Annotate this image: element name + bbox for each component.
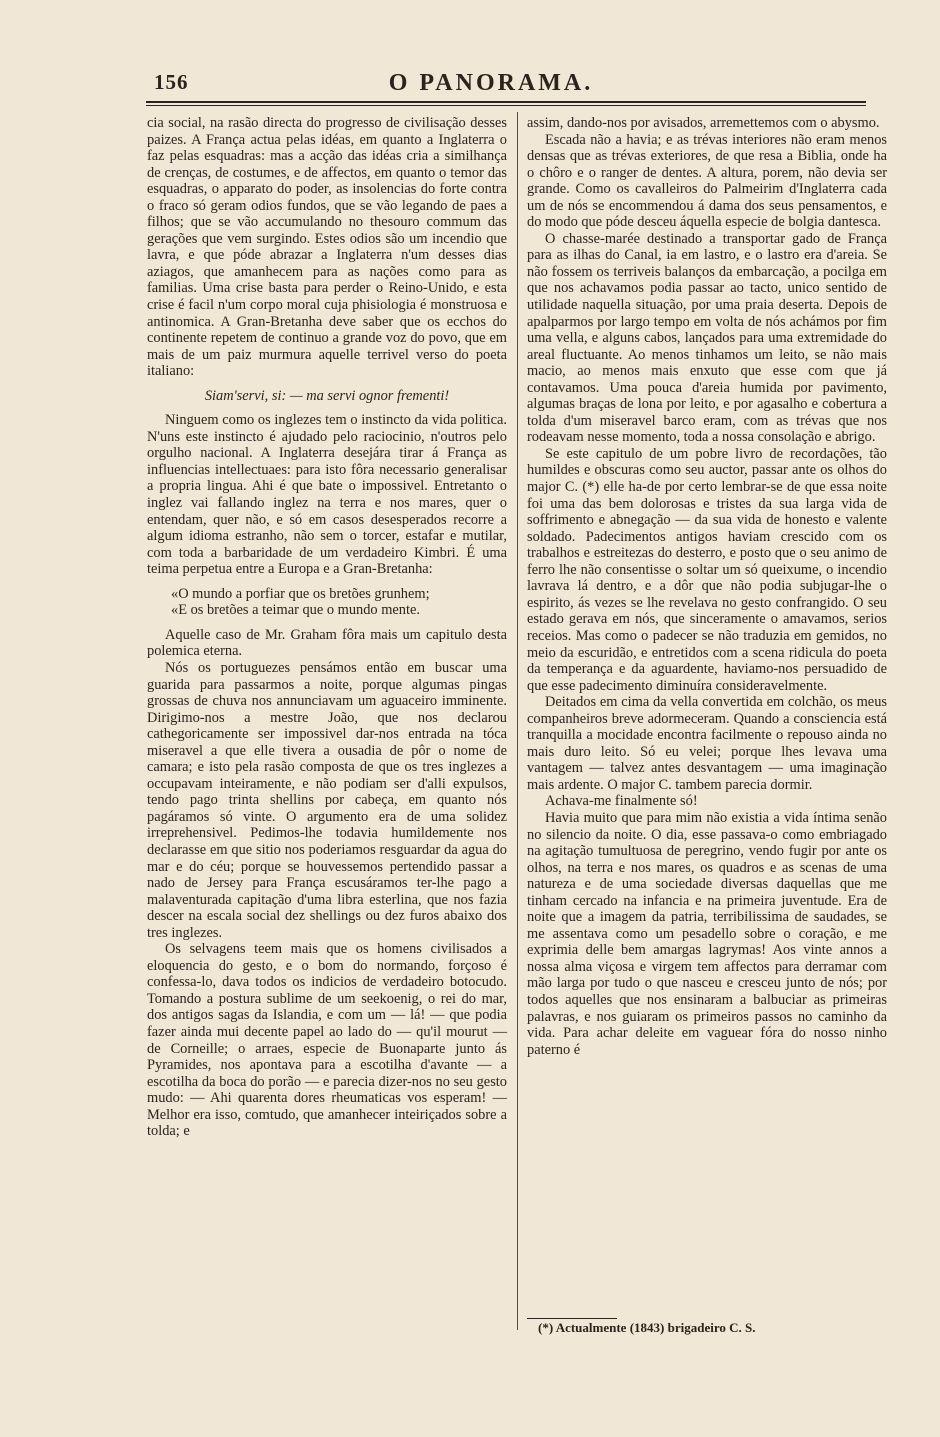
paragraph: Aquelle caso de Mr. Graham fôra mais um capitulo desta polemica eterna. bbox=[147, 626, 507, 660]
footnote-rule bbox=[527, 1318, 617, 1319]
quoted-verse bbox=[171, 586, 507, 619]
paragraph: Havia muito que para mim não existia a vida íntima senão no silencio da noite. O dia, esse passava-o como embriagado na agitação tumultuosa de peregrino, vendo fugir por ante os olhos, na terra e nos mares, os quadros e as scenas de uma natureza e de uma sociedade diversas daquellas que me tinham cercado na infancia e na primeira juventude. Era de noite que a imagem da patria, terribilissima de saudades, se me assentava como um pesadello sobre o coração, e me exprimia delle bem amargas lagrymas! Aos vinte annos a nossa alma viçosa e virgem tem affectos para derramar com mão larga por tudo o que nasceu e cresceu junto de nós; por todos aquelles que nos ensinaram a balbuciar as primeiras palavras, e nos guiaram os primeiros passos no caminho da vida. Para achar deleite em vaguear fóra do nosso ninho paterno é bbox=[527, 809, 887, 1058]
column-divider bbox=[517, 112, 518, 1330]
paragraph: O chasse-marée destinado a transportar gado de França para as ilhas do Canal, ia em lastro, e o lastro era d'areia. Se não fossem os terriveis balanços da embarcação, a pocilga em que nos achavamos podia passar ao tacto, unico sentido de utilidade naquella situação, por uma praia deserta. Depois de apalparmos por largo tempo em volta de nós achámos por fim uma vella, e alguns cabos, lançados para uma extremidade do areal fluctuante. Ao menos tinhamos um leito, se não mais macio, ao menos mais enxuto que esse com que já contavamos. Uma pouca d'areia humida por pavimento, algumas braças de lona por leito, e por agasalho e cobertura a tolda d'um miseravel barco eram, com as trévas que nos rodeavam nesse momento, toda a nossa consolação e abrigo. bbox=[527, 230, 887, 446]
quote-line: «O mundo a porfiar que os bretões grunhem; bbox=[171, 585, 430, 602]
journal-title: O PANORAMA. bbox=[388, 70, 594, 96]
paragraph: Os selvagens teem mais que os homens civilisados a eloquencia do gesto, e o bom do normando, forçoso é confessa-lo, dava todos os indicios de verdadeiro botocudo. Tomando a postura sublime de um seekoenig, o rei do mar, dos antigos sagas da Islandia, e com um — lá! — que podia fazer ainda mui decente papel ao lado do — qu'il mourut — de Corneille; o arraes, especie de Buonaparte junto ás Pyramides, nos apontava para a escotilha d'avante — a escotilha da boca do porão — e parecia dizer-nos no seu gesto mudo: — Ahi quarenta dores rheumaticas vos esperam! — Melhor era isso, comtudo, que amanhecer inteiriçados sobre a tolda; e bbox=[147, 941, 507, 1140]
paragraph: Se este capitulo de um pobre livro de recordações, tão humildes e obscuras como seu auctor, passar ante os olhos do major C. (*) elle ha-de por certo lembrar-se de que essa noite foi uma das bem dolorosas e tristes da sua larga vida de soffrimento e abnegação — da sua vida de honesto e valente soldado. Padecimentos antigos haviam crescido com os trabalhos e estreitezas do desterro, e posto que o seu animo de ferro lhe não consentisse o soltar um só queixume, o incendio lavrava lá dentro, e a dôr que não podia subjugar-lhe o espirito, ás vezes se lhe revelava no gesto confrangido. O seu estado gerava em nós, que sinceramente o amavamos, serios receios. Mas como o padecer se não traduzia em gemidos, no meio da escuridão, e entretidos com a scena ridicula do poeta da temperança e da aguardente, haviamo-nos persuadido de que esse padecimento diminuíra consideravelmente. bbox=[527, 445, 887, 694]
paragraph: cia social, na rasão directa do progresso de civilisação desses paizes. A França actua pelas idéas, em quanto a Inglaterra o faz pelas esquadras: mas a acção das idéas cria a similhança de crenças, de costumes, e de affectos, em quanto o temor das esquadras, o apparato do poder, as insolencias do forte contra o fraco só geram odios fundos, que se vão legando de paes a filhos; que se vão accumulando no thesouro commum das gerações que vem surgindo. Estes odios são um incendio que lavra, e que póde abrazar a Inglaterra n'um desses dias aziagos, que amanhecem para as nações como para as familias. Uma crise basta para perder o Reino-Unido, e esta crise é facil n'um corpo moral cuja phisiologia é monstruosa e antinomica. A Gran-Bretanha deve saber que os ecchos do continente repetem de continuo a grande voz do povo, que em mais de um paiz murmura aquelle terrivel verso do poeta italiano: bbox=[147, 115, 507, 380]
italian-verse: Siam'servi, si: — ma servi ognor frementi! bbox=[204, 387, 450, 404]
paragraph: assim, dando-nos por avisados, arremettemos com o abysmo. bbox=[527, 115, 880, 131]
header-rule bbox=[146, 101, 866, 106]
paragraph: Escada não a havia; e as trévas interiores não eram menos densas que as trévas exteriores, de que resa a Biblia, onde ha o chôro e o ranger de dentes. A altura, porem, não devia ser grande. Como os cavalleiros do Palmeirim d'Inglaterra cada um de nós se encommendou á dama dos seus pensamentos, e do modo que póde desceu áquella especie de bolgia dantesca. bbox=[527, 131, 887, 231]
paragraph: Nós os portuguezes pensámos então em buscar uma guarida para passarmos a noite, porque algumas pingas grossas de chuva nos annunciavam um aguaceiro imminente. Dirigimo-nos a mestre João, que nos declarou cathegoricamente ser impossivel dar-nos entrada na tóca miseravel a que elle tivera a ousadia de pôr o nome de camara; e isto pela rasão composta de que os tres inglezes a occupavam inteiramente, e não podiam ser d'alli expulsos, tendo pago trinta shellins por cabeça, em quanto nós pagáramos só vinte. O argumento era de uma solidez irreprehensivel. Pedimos-lhe todavia humildemente nos declarasse em que sitio nos poderiamos resguardar da agua do mar e do céu; porque se houvessemos pertendido passar a nado de Jersey para França escusáramos ter-lhe pago a malaventurada capitação d'uma libra esterlina, que nos fazia descer na escala social dez shellings ou dez furos abaixo dos tres inglezes. bbox=[147, 659, 507, 941]
page-header bbox=[132, 68, 850, 104]
paragraph: Ninguem como os inglezes tem o instincto da vida politica. N'uns este instincto é ajudado pelo raciocinio, n'outros pelo orgulho nacional. A Inglaterra desejára tirar á França as influencias intellectuaes: para isto fôra necessario generalisar a propria lingua. Ahi é que bate o impossivel. Entretanto o inglez vai fallando inglez na terra e nos mares, quer o entendam, quer não, e só em casos desesperados recorre a algum idioma estranho, não sem o torcer, estafar e mutilar, com toda a barbaridade de um verdadeiro Kimbri. É uma teima perpetua entre a Europa e a Gran-Bretanha: bbox=[147, 412, 507, 578]
footnote: (*) Actualmente (1843) brigadeiro C. S. bbox=[538, 1320, 756, 1335]
paragraph: Deitados em cima da vella convertida em colchão, os meus companheiros breve adormeceram. Quando a consciencia está tranquilla a mocidade encontra facilmente o repouso ainda no mais duro leito. Só eu velei; porque lhes levava uma vantagem — talvez antes desvantagem — uma imaginação mais ardente. O major C. tambem parecia dormir. bbox=[527, 694, 887, 793]
quote-line: «E os bretões a teimar que o mundo mente. bbox=[171, 602, 420, 619]
left-column bbox=[147, 115, 507, 1140]
right-column bbox=[527, 115, 887, 1058]
paragraph: Achava-me finalmente só! bbox=[545, 793, 698, 810]
page-number: 156 bbox=[154, 70, 189, 94]
